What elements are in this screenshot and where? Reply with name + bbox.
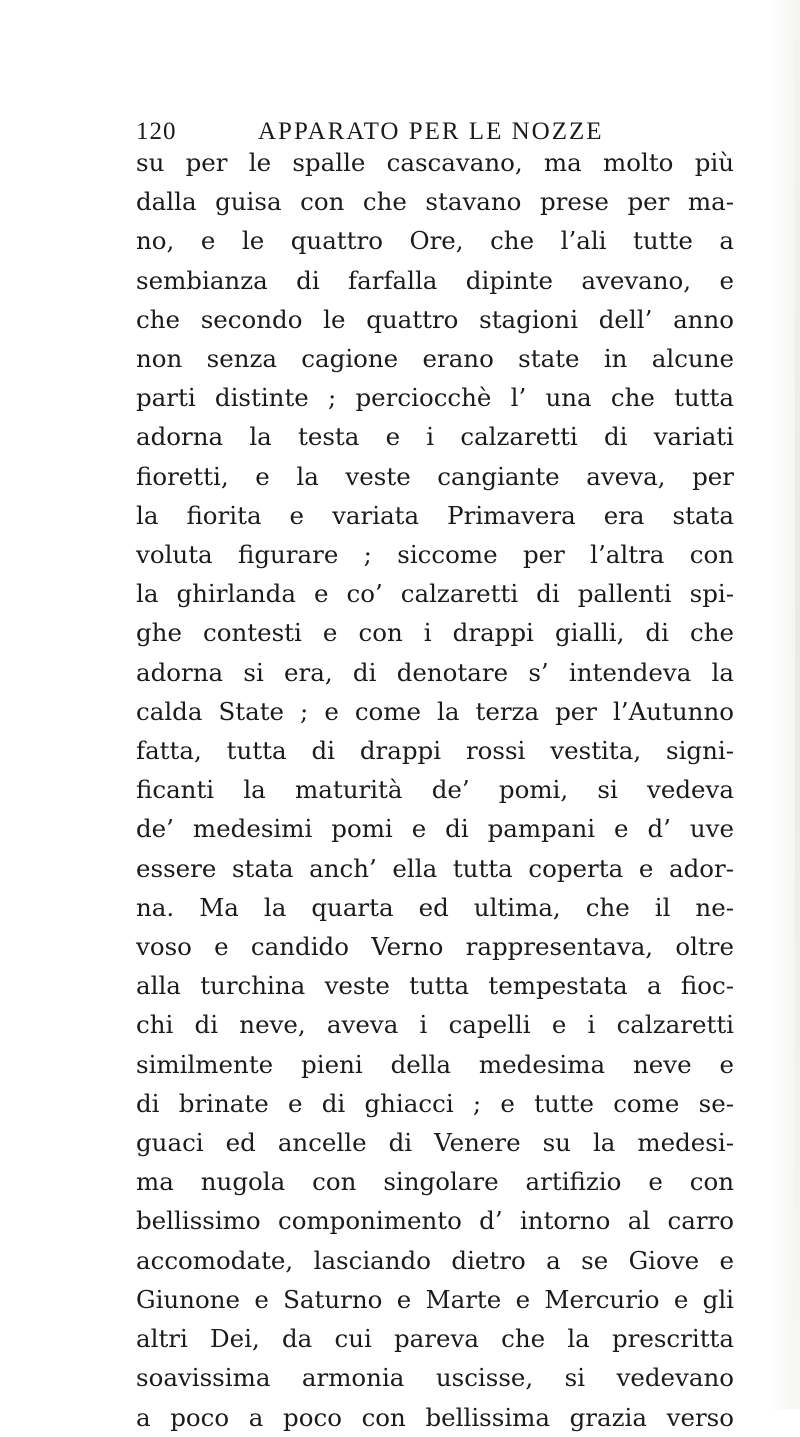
text-line: fatta, tutta di drappi rossi vestita, signi- [136, 736, 734, 766]
text-line: ficanti la maturità de’ pomi, si vedeva [136, 775, 734, 805]
text-line: soavissima armonia uscisse, si vedevano [136, 1363, 734, 1393]
text-line: calda State ; e come la terza per l’Autunno [136, 696, 734, 726]
text-line: che secondo le quattro stagioni dell’ anno [136, 304, 734, 334]
text-line: la ghirlanda e co’ calzaretti di pallenti spi- [136, 579, 734, 609]
text-line: voluta figurare ; siccome per l’altra con [136, 540, 734, 570]
body-text [136, 143, 734, 1437]
running-head: APPARATO PER LE NOZZE [258, 118, 604, 145]
text-line: bellissimo componimento d’ intorno al carro [136, 1206, 734, 1236]
text-line: similmente pieni della medesima neve e [136, 1049, 734, 1079]
text-line: essere stata anch’ ella tutta coperta e ador- [136, 853, 734, 883]
text-line: de’ medesimi pomi e di pampani e d’ uve [136, 814, 734, 844]
text-line: non senza cagione erano state in alcune [136, 344, 734, 374]
text-line: su per le spalle cascavano, ma molto più [136, 148, 734, 177]
text-line: adorna si era, di denotare s’ intendeva la [136, 657, 734, 687]
page-edge-shadow [795, 0, 800, 1409]
text-line: dalla guisa con che stavano prese per ma- [136, 187, 734, 217]
text-line: accomodate, lasciando dietro a se Giove e [136, 1245, 734, 1275]
text-line: altri Dei, da cui pareva che la prescritta [136, 1324, 734, 1354]
text-line: parti distinte ; perciocchè l’ una che tutta [136, 383, 734, 413]
text-line: na. Ma la quarta ed ultima, che il ne- [136, 892, 734, 922]
text-line: ma nugola con singolare artifizio e con [136, 1167, 734, 1197]
text-line: a poco a poco con bellissima grazia verso [136, 1402, 734, 1432]
text-line: di brinate e di ghiacci ; e tutte come se- [136, 1088, 734, 1118]
text-line: no, e le quattro Ore, che l’ali tutte a [136, 226, 734, 256]
text-line: chi di neve, aveva i capelli e i calzaretti [136, 1010, 734, 1040]
text-line: la fiorita e variata Primavera era stata [136, 500, 734, 530]
text-line: alla turchina veste tutta tempestata a fioc- [136, 971, 734, 1001]
text-line: ghe contesti e con i drappi gialli, di che [136, 618, 734, 648]
text-line: sembianza di farfalla dipinte avevano, e [136, 265, 734, 295]
text-line: voso e candido Verno rappresentava, oltre [136, 932, 734, 962]
text-line: guaci ed ancelle di Venere su la medesi- [136, 1128, 734, 1158]
text-line: Giunone e Saturno e Marte e Mercurio e gli [136, 1284, 734, 1314]
text-line: adorna la testa e i calzaretti di variati [136, 422, 734, 452]
page-number: 120 [136, 118, 177, 145]
text-line: fioretti, e la veste cangiante aveva, per [136, 461, 734, 491]
